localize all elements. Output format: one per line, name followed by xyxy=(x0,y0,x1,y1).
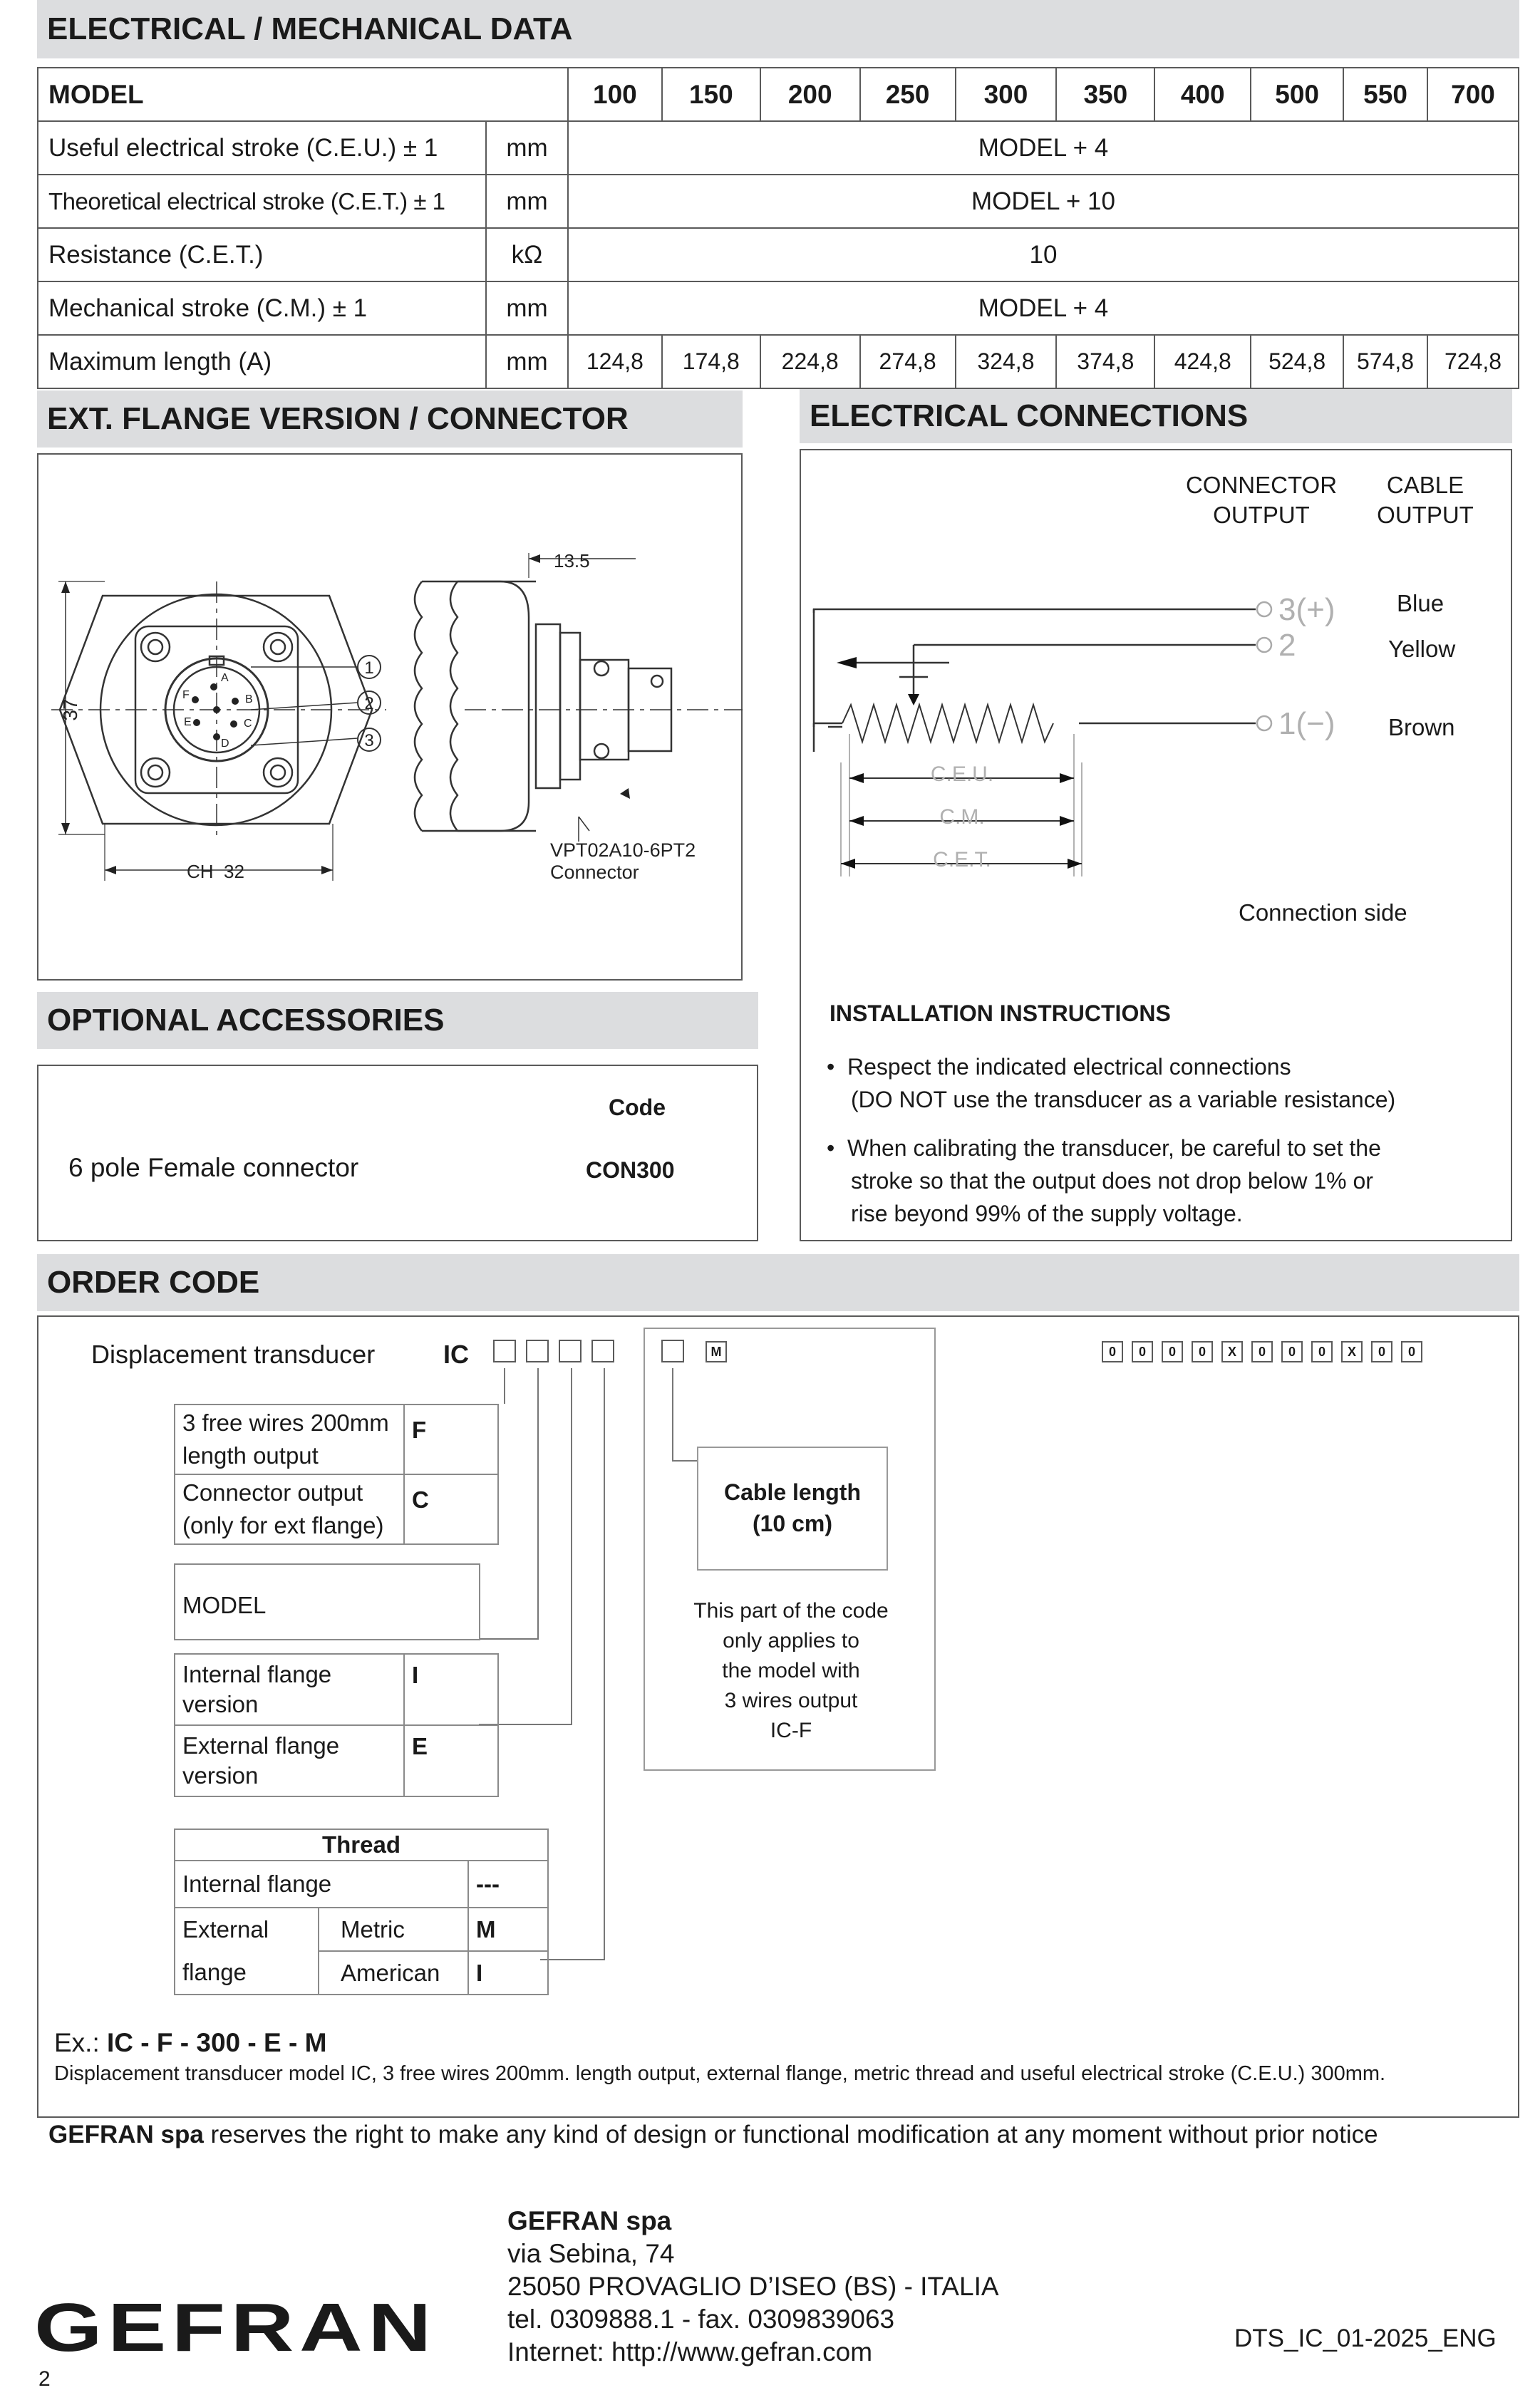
table-row: Internal flange version I xyxy=(175,1654,498,1725)
dimension-37: 37 xyxy=(59,698,81,721)
table-row xyxy=(38,228,1519,281)
accessory-item: 6 pole Female connector xyxy=(68,1153,359,1182)
table-row xyxy=(175,1829,548,1861)
pin-3-plus: 3(+) xyxy=(1278,592,1335,627)
model-col: 550 xyxy=(1343,68,1427,121)
disclaimer: GEFRAN spa reserves the right to make any kind of design or functional modification at any moment without prior notice xyxy=(48,2121,1378,2148)
row-label: Theoretical electrical stroke (C.E.T.) ± 1 xyxy=(38,175,486,228)
code-square: 0 xyxy=(1371,1341,1392,1362)
length-cell: 374,8 xyxy=(1056,335,1154,388)
row-value: MODEL + 4 xyxy=(568,121,1519,175)
length-cell: 524,8 xyxy=(1251,335,1343,388)
installation-bullet-1: • Respect the indicated electrical connections (DO NOT use the transducer as a variable resistance) xyxy=(827,1054,1396,1112)
code-square: 0 xyxy=(1281,1341,1303,1362)
length-cell: 424,8 xyxy=(1154,335,1251,388)
code-square: 0 xyxy=(1311,1341,1333,1362)
connection-side-label: Connection side xyxy=(1239,899,1407,926)
thread-metric-code: M xyxy=(468,1908,548,1951)
length-cell: 174,8 xyxy=(662,335,760,388)
installation-bullet-2: • When calibrating the transducer, be careful to set the stroke so that the output does not drop below 1% or rise beyond 99% of the supply voltage. xyxy=(827,1135,1381,1226)
model-label: MODEL xyxy=(182,1592,267,1618)
wiring-diagram xyxy=(800,449,1341,905)
gefran-logo: GEFRAN xyxy=(34,2290,437,2366)
order-label: Displacement transducer xyxy=(91,1340,376,1369)
code-square: 0 xyxy=(1192,1341,1213,1362)
row-unit: kΩ xyxy=(486,228,568,281)
cable-length-note: This part of the code only applies to the model with 3 wires output IC-F xyxy=(693,1599,889,1742)
callout-1: 1 xyxy=(364,658,374,678)
table-row: 3 free wires 200mm length output F xyxy=(175,1405,498,1474)
flange-options-table xyxy=(174,1653,499,1797)
dim-ceu: C.E.U. xyxy=(930,762,994,786)
row-label: Useful electrical stroke (C.E.U.) ± 1 xyxy=(38,121,486,175)
row-unit: mm xyxy=(486,121,568,175)
code-square: X xyxy=(1221,1341,1243,1362)
pin-label-e: E xyxy=(184,716,192,728)
pin-2: 2 xyxy=(1278,628,1296,663)
callout-3: 3 xyxy=(364,731,374,750)
pin-label-f: F xyxy=(182,689,190,701)
thread-metric: Metric xyxy=(319,1908,468,1951)
table-row xyxy=(175,1861,548,1908)
accessory-code: CON300 xyxy=(586,1157,675,1183)
output-code-f: F xyxy=(404,1405,498,1474)
row-unit: mm xyxy=(486,175,568,228)
table-row: External flange Metric M xyxy=(175,1908,548,1951)
code-square: X xyxy=(1341,1341,1363,1362)
model-col: 250 xyxy=(860,68,956,121)
connector-output-header: CONNECTOR OUTPUT xyxy=(1185,472,1338,528)
length-cell: 324,8 xyxy=(956,335,1057,388)
section-header-electrical-mechanical: ELECTRICAL / MECHANICAL DATA xyxy=(37,0,1519,61)
dim-cm: C.M. xyxy=(939,805,985,829)
model-header: MODEL xyxy=(38,68,568,121)
table-row xyxy=(38,281,1519,335)
model-col: 700 xyxy=(1427,68,1519,121)
code-square: 0 xyxy=(1401,1341,1422,1362)
electrical-mechanical-table xyxy=(37,67,1519,389)
row-value: MODEL + 4 xyxy=(568,281,1519,335)
dimension-13-5: 13.5 xyxy=(554,550,590,571)
connector-label: Connector xyxy=(550,862,639,883)
code-square: 0 xyxy=(1162,1341,1183,1362)
table-row: Connector output (only for ext flange) C xyxy=(175,1474,498,1544)
row-label: Mechanical stroke (C.M.) ± 1 xyxy=(38,281,486,335)
code-square: 0 xyxy=(1132,1341,1153,1362)
cable-code-squares xyxy=(1102,1341,1422,1362)
thread-american: American xyxy=(319,1951,468,1995)
model-col: 100 xyxy=(568,68,662,121)
cable-output-header: CABLE OUTPUT xyxy=(1377,472,1474,528)
thread-table xyxy=(174,1829,549,1995)
row-value: MODEL + 10 xyxy=(568,175,1519,228)
section-header-ext-flange: EXT. FLANGE VERSION / CONNECTOR xyxy=(37,390,743,450)
model-col: 150 xyxy=(662,68,760,121)
cable-length-label: Cable length (10 cm) xyxy=(723,1479,861,1536)
model-col: 350 xyxy=(1056,68,1154,121)
row-label: Resistance (C.E.T.) xyxy=(38,228,486,281)
code-square: 0 xyxy=(1102,1341,1123,1362)
section-header-order-code: ORDER CODE xyxy=(37,1254,1519,1314)
section-header-electrical-connections: ELECTRICAL CONNECTIONS xyxy=(800,389,1512,446)
order-example-description: Displacement transducer model IC, 3 free wires 200mm. length output, external flange, metric thread and useful electrical stroke (C.E.U.) 300mm. xyxy=(54,2062,1386,2085)
code-square: 0 xyxy=(1251,1341,1273,1362)
pin-label-c: C xyxy=(244,718,252,730)
thread-title: Thread xyxy=(175,1829,548,1861)
order-prefix: IC xyxy=(443,1340,469,1369)
length-cell: 574,8 xyxy=(1343,335,1427,388)
flange-code-e: E xyxy=(404,1725,498,1796)
installation-title: INSTALLATION INSTRUCTIONS xyxy=(830,1000,1171,1026)
thread-internal: Internal flange xyxy=(175,1861,468,1908)
page-number: 2 xyxy=(38,2367,51,2391)
output-code-c: C xyxy=(404,1474,498,1544)
document-code: DTS_IC_01-2025_ENG xyxy=(1234,2324,1497,2352)
row-unit: mm xyxy=(486,335,568,388)
length-cell: 724,8 xyxy=(1427,335,1519,388)
pin-1-minus: 1(−) xyxy=(1278,706,1335,741)
table-row xyxy=(38,175,1519,228)
model-col: 300 xyxy=(956,68,1057,121)
wire-color-blue: Blue xyxy=(1397,590,1445,616)
model-col: 500 xyxy=(1251,68,1343,121)
pin-label-b: B xyxy=(245,693,253,705)
model-col: 200 xyxy=(760,68,860,121)
wire-color-yellow: Yellow xyxy=(1388,636,1456,662)
accessories-code-header: Code xyxy=(609,1095,666,1120)
length-cell: 274,8 xyxy=(860,335,956,388)
thread-internal-code: --- xyxy=(468,1861,548,1908)
table-row xyxy=(38,121,1519,175)
dim-cet: C.E.T. xyxy=(933,848,991,871)
bullet-icon: • xyxy=(827,1135,847,1161)
flange-drawing xyxy=(37,453,743,981)
footer-address: GEFRAN spa via Sebina, 74 25050 PROVAGLIO D’ISEO (BS) - ITALIA tel. 0309888.1 - fax. 0309839063 Internet: http://www.gefran.com xyxy=(507,2206,999,2367)
pin-label-d: D xyxy=(221,738,229,750)
length-cell: 224,8 xyxy=(760,335,860,388)
dimension-ch32: CH 32 xyxy=(187,861,244,882)
cable-m-box: M xyxy=(706,1341,727,1362)
row-label: Maximum length (A) xyxy=(38,335,486,388)
table-header-row xyxy=(38,68,1519,121)
order-example: Ex.: IC - F - 300 - E - M xyxy=(54,2028,327,2057)
wire-color-brown: Brown xyxy=(1388,714,1455,740)
row-value: 10 xyxy=(568,228,1519,281)
pin-label-a: A xyxy=(221,672,229,684)
connector-part-number: VPT02A10-6PT2 xyxy=(550,839,696,861)
order-example-code: IC - F - 300 - E - M xyxy=(107,2028,327,2057)
table-row xyxy=(38,335,1519,388)
row-unit: mm xyxy=(486,281,568,335)
bullet-icon: • xyxy=(827,1054,847,1080)
thread-american-code: I xyxy=(468,1951,548,1995)
flange-code-i: I xyxy=(404,1654,498,1725)
length-cell: 124,8 xyxy=(568,335,662,388)
table-row: External flange version E xyxy=(175,1725,498,1796)
callout-2: 2 xyxy=(364,694,374,713)
section-header-optional-accessories: OPTIONAL ACCESSORIES xyxy=(37,992,758,1052)
model-col: 400 xyxy=(1154,68,1251,121)
output-options-table xyxy=(174,1404,499,1545)
